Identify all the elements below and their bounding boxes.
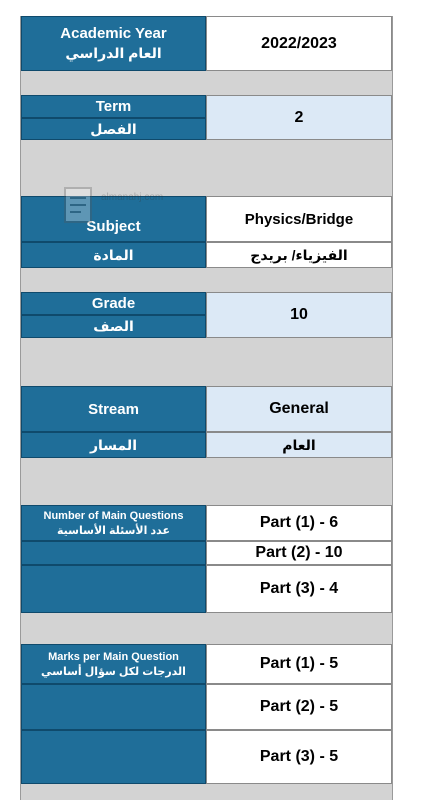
academic-year-value bbox=[206, 16, 392, 71]
stream-label-en-cell bbox=[21, 386, 206, 432]
grade-value-text: 10 bbox=[290, 306, 308, 323]
marks-label bbox=[21, 644, 206, 684]
main-questions-part-3-text: Part (3) - 4 bbox=[259, 580, 339, 597]
marks-label-filler-2 bbox=[21, 730, 206, 784]
exam-info-sheet bbox=[20, 16, 393, 800]
marks-label-en: Marks per Main Question bbox=[48, 650, 179, 663]
marks-label-filler-1 bbox=[21, 684, 206, 730]
subject-label-en-cell bbox=[21, 196, 206, 242]
subject-value-en-cell bbox=[206, 196, 392, 242]
term-label-ar: الفصل bbox=[90, 120, 137, 137]
main-questions-label-filler-1 bbox=[21, 541, 206, 565]
main-questions-part-3 bbox=[206, 565, 392, 613]
subject-value-ar-cell bbox=[206, 242, 392, 268]
term-label-ar-cell bbox=[21, 118, 206, 140]
marks-block bbox=[21, 644, 392, 784]
main-questions-label-en: Number of Main Questions bbox=[43, 509, 184, 522]
academic-year-label-en: Academic Year bbox=[60, 25, 167, 42]
marks-part-2-text: Part (2) - 5 bbox=[259, 698, 339, 715]
term-label-en-cell bbox=[21, 95, 206, 118]
subject-label-ar: المادة bbox=[93, 246, 134, 263]
marks-part-1-text: Part (1) - 5 bbox=[259, 655, 339, 672]
grade-row bbox=[21, 292, 392, 338]
term-value-text: 2 bbox=[294, 108, 304, 126]
grade-label-ar: الصف bbox=[93, 318, 134, 334]
academic-year-label bbox=[21, 16, 206, 71]
stream-row bbox=[21, 386, 392, 458]
academic-year-row bbox=[21, 16, 392, 71]
main-questions-part-2 bbox=[206, 541, 392, 565]
subject-value-en: Physics/Bridge bbox=[244, 210, 354, 228]
stream-label-ar-cell bbox=[21, 432, 206, 458]
stream-label-en: Stream bbox=[88, 400, 139, 418]
stream-value-en-cell bbox=[206, 386, 392, 432]
grade-value bbox=[206, 292, 392, 338]
subject-value-ar: الفيزياء/ بريدج bbox=[250, 246, 348, 263]
grade-label-ar-cell bbox=[21, 315, 206, 338]
term-row bbox=[21, 95, 392, 140]
main-questions-label-ar: عدد الأسئلة الأساسية bbox=[57, 524, 170, 537]
subject-row bbox=[21, 196, 392, 268]
marks-part-3 bbox=[206, 730, 392, 784]
academic-year-value-text: 2022/2023 bbox=[261, 34, 337, 52]
marks-part-1 bbox=[206, 644, 392, 684]
stream-value-ar: العام bbox=[282, 436, 316, 453]
grade-label-en-cell bbox=[21, 292, 206, 315]
term-value bbox=[206, 95, 392, 140]
main-questions-label-filler-2 bbox=[21, 565, 206, 613]
subject-label-ar-cell bbox=[21, 242, 206, 268]
stream-label-ar: المسار bbox=[89, 436, 137, 453]
stream-value-en: General bbox=[269, 400, 329, 417]
watermark-text: almanahj.com bbox=[101, 192, 164, 203]
main-questions-block bbox=[21, 505, 392, 613]
main-questions-part-1-text: Part (1) - 6 bbox=[259, 514, 339, 531]
main-questions-label bbox=[21, 505, 206, 541]
term-label-en: Term bbox=[95, 98, 132, 115]
stream-value-ar-cell bbox=[206, 432, 392, 458]
academic-year-label-ar: العام الدراسي bbox=[65, 45, 162, 61]
subject-label-en: Subject bbox=[86, 218, 141, 235]
main-questions-part-2-text: Part (2) - 10 bbox=[255, 544, 343, 561]
marks-part-2 bbox=[206, 684, 392, 730]
marks-label-ar: الدرجات لكل سؤال أساسي bbox=[41, 665, 186, 678]
grade-label-en: Grade bbox=[91, 295, 136, 312]
marks-part-3-text: Part (3) - 5 bbox=[259, 748, 339, 765]
main-questions-part-1 bbox=[206, 505, 392, 541]
